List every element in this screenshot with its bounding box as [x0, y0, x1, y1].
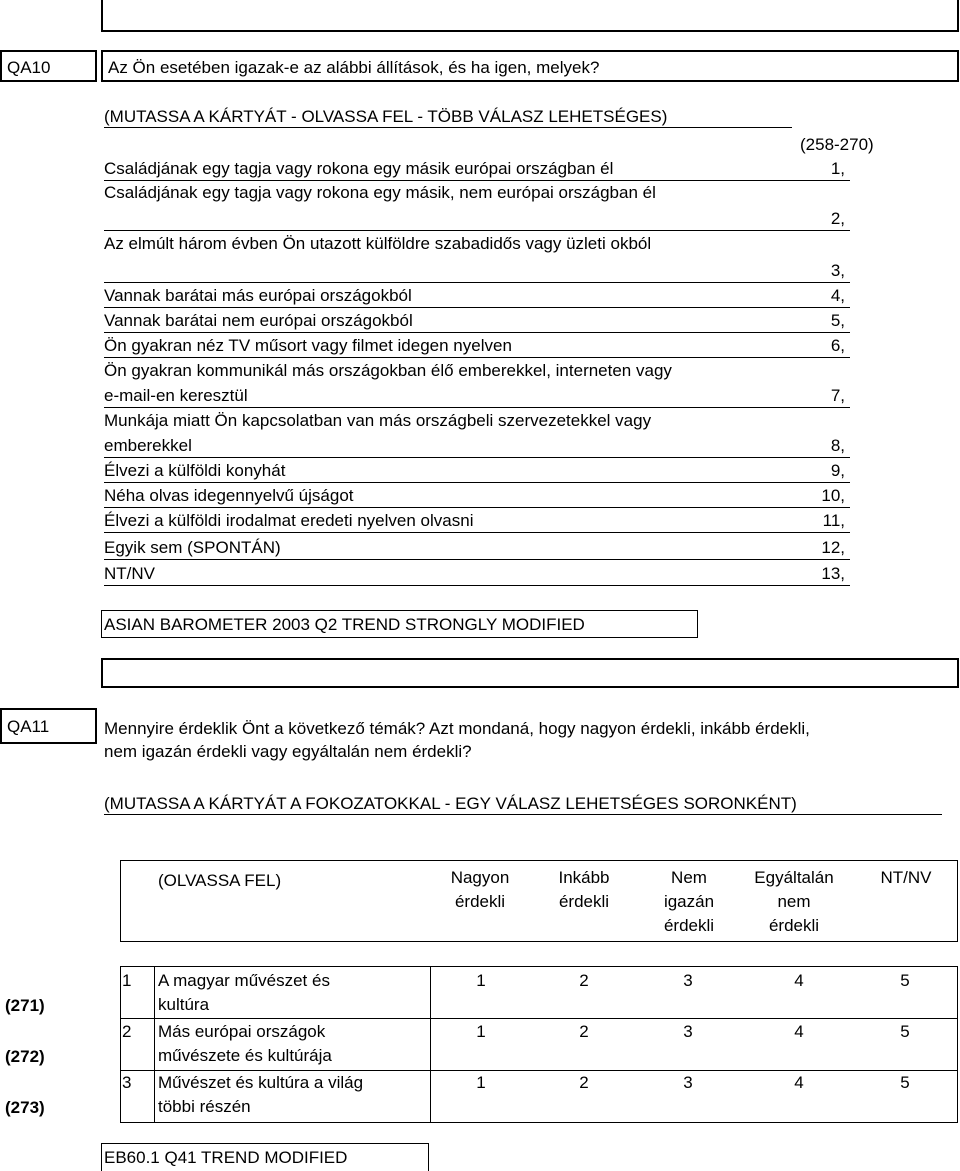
qa11-row-2-line1: Más európai országok	[158, 1022, 326, 1041]
qa11-instruction-underline	[104, 814, 942, 815]
qa11-col-4-line2: nem	[777, 892, 811, 911]
qa10-divider	[104, 180, 850, 181]
qa11-col-3-line3: érdekli	[663, 916, 715, 935]
qa10-divider	[104, 357, 850, 358]
qa10-item-10: Néha olvas idegennyelvű újságot	[104, 486, 354, 505]
qa11-row-2-scale-2[interactable]: 2	[579, 1022, 589, 1041]
qa11-question-line1: Mennyire érdeklik Önt a következő témák? Azt mondaná, hogy nagyon érdekli, inkább érdekli,	[104, 719, 810, 738]
qa11-body-divider	[154, 966, 155, 1123]
qa10-code-1: 1,	[830, 159, 845, 178]
qa10-question: Az Ön esetében igazak-e az alábbi állítások, és ha igen, melyek?	[108, 58, 600, 77]
qa11-row-1-scale-3[interactable]: 3	[683, 971, 693, 990]
qa10-item-3: Az elmúlt három évben Ön utazott külföldre szabadidős vagy üzleti okból	[104, 234, 652, 253]
qa10-code-11: 11,	[822, 511, 845, 530]
qa11-col-1-header	[430, 866, 530, 914]
qa11-row-2-number: 2	[122, 1022, 132, 1041]
qa10-item-8-line1: Munkája miatt Ön kapcsolatban van más országbeli szervezetekkel vagy	[104, 411, 652, 430]
qa11-row-2-scale-4[interactable]: 4	[794, 1022, 804, 1041]
qa11-row-3-scale-1[interactable]: 1	[476, 1073, 486, 1092]
qa10-divider	[104, 332, 850, 333]
qa11-col-1-line2: érdekli	[454, 892, 506, 911]
qa10-item-11: Élvezi a külföldi irodalmat eredeti nyelven olvasni	[104, 511, 474, 530]
qa10-item-12: Egyik sem (SPONTÁN)	[104, 538, 281, 557]
empty-header-box	[101, 0, 959, 32]
qa10-divider	[104, 282, 850, 283]
qa11-col-3-line2: igazán	[663, 892, 715, 911]
qa10-code-5: 5,	[830, 311, 845, 330]
qa11-row-1-line2: kultúra	[158, 995, 210, 1014]
qa11-trend-note: EB60.1 Q41 TREND MODIFIED	[104, 1148, 348, 1167]
qa10-item-6: Ön gyakran néz TV műsort vagy filmet idegen nyelven	[104, 336, 512, 355]
qa11-col-2-line2: érdekli	[558, 892, 610, 911]
qa11-read-out: (OLVASSA FEL)	[158, 871, 282, 890]
qa10-code-12: 12,	[821, 538, 845, 557]
qa11-body-divider	[430, 966, 431, 1123]
qa10-code-9: 9,	[830, 461, 845, 480]
qa11-question-line2: nem igazán érdekli vagy egyáltalán nem érdekli?	[104, 742, 472, 761]
qa10-item-4: Vannak barátai más európai országokból	[104, 286, 412, 305]
qa10-item-13: NT/NV	[104, 564, 155, 583]
qa11-row-2-scale-5[interactable]: 5	[900, 1022, 910, 1041]
qa11-row-1-scale-5[interactable]: 5	[900, 971, 910, 990]
qa10-divider	[104, 307, 850, 308]
qa11-row-2-colnum: (272)	[5, 1047, 45, 1066]
qa11-row-3-scale-3[interactable]: 3	[683, 1073, 693, 1092]
qa11-row-3-line1: Művészet és kultúra a világ	[158, 1073, 364, 1092]
qa11-row-divider	[120, 1070, 958, 1071]
qa11-col-5-header	[856, 866, 956, 890]
qa11-col-1-line1: Nagyon	[450, 868, 510, 887]
qa10-divider	[104, 559, 850, 560]
qa11-col-3-header	[639, 866, 739, 938]
qa10-item-1: Családjának egy tagja vagy rokona egy másik európai országban él	[104, 159, 614, 178]
qa10-code-3: 3,	[830, 261, 845, 280]
qa11-row-1-number: 1	[122, 971, 132, 990]
qa11-row-3-line2: többi részén	[158, 1097, 251, 1116]
separator-empty-box	[101, 658, 959, 688]
qa11-col-5-line1: NT/NV	[880, 868, 932, 887]
qa11-row-1-colnum: (271)	[5, 996, 45, 1015]
qa10-item-7-line2: e-mail-en keresztül	[104, 386, 248, 405]
qa10-divider	[104, 457, 850, 458]
qa10-divider	[104, 482, 850, 483]
qa11-row-2-line2: művészete és kultúrája	[158, 1046, 332, 1065]
qa10-columns-range: (258-270)	[800, 135, 874, 154]
qa10-divider	[104, 532, 850, 533]
qa11-row-3-scale-2[interactable]: 2	[579, 1073, 589, 1092]
qa11-col-4-header	[738, 866, 850, 938]
qa10-item-8-line2: emberekkel	[104, 436, 192, 455]
qa11-row-2-scale-3[interactable]: 3	[683, 1022, 693, 1041]
qa10-divider	[104, 507, 850, 508]
qa10-item-5: Vannak barátai nem európai országokból	[104, 311, 413, 330]
qa11-row-1-line1: A magyar művészet és	[158, 971, 330, 990]
qa11-row-divider	[120, 1018, 958, 1019]
qa10-code-7: 7,	[830, 386, 845, 405]
qa10-code: QA10	[7, 58, 51, 77]
qa11-code: QA11	[7, 717, 50, 736]
qa11-col-2-line1: Inkább	[558, 868, 610, 887]
qa11-row-3-number: 3	[122, 1073, 132, 1092]
qa11-instruction: (MUTASSA A KÁRTYÁT A FOKOZATOKKAL - EGY VÁLASZ LEHETSÉGES SORONKÉNT)	[104, 794, 797, 813]
qa10-instruction-underline	[104, 127, 792, 128]
qa11-col-4-line3: érdekli	[768, 916, 820, 935]
qa10-code-4: 4,	[830, 286, 845, 305]
qa10-code-2: 2,	[830, 209, 845, 228]
qa10-code-10: 10,	[821, 486, 845, 505]
qa11-row-1-scale-1[interactable]: 1	[476, 971, 486, 990]
qa11-row-1-scale-2[interactable]: 2	[579, 971, 589, 990]
qa10-item-9: Élvezi a külföldi konyhát	[104, 461, 286, 480]
qa10-divider	[104, 230, 850, 231]
qa10-divider	[104, 585, 850, 586]
qa11-row-3-colnum: (273)	[5, 1098, 45, 1117]
qa10-item-2: Családjának egy tagja vagy rokona egy másik, nem európai országban él	[104, 183, 656, 202]
qa10-instruction: (MUTASSA A KÁRTYÁT - OLVASSA FEL - TÖBB VÁLASZ LEHETSÉGES)	[104, 107, 668, 126]
qa11-col-2-header	[534, 866, 634, 914]
qa11-row-1-scale-4[interactable]: 4	[794, 971, 804, 990]
qa10-code-6: 6,	[830, 336, 845, 355]
qa11-col-3-line1: Nem	[671, 868, 707, 887]
qa11-row-2-scale-1[interactable]: 1	[476, 1022, 486, 1041]
qa10-code-13: 13,	[821, 564, 845, 583]
qa10-trend-note: ASIAN BAROMETER 2003 Q2 TREND STRONGLY MODIFIED	[104, 615, 585, 634]
qa10-item-7-line1: Ön gyakran kommunikál más országokban élő emberekkel, interneten vagy	[104, 361, 672, 380]
qa11-row-3-scale-4[interactable]: 4	[794, 1073, 804, 1092]
qa10-code-8: 8,	[830, 436, 845, 455]
qa10-divider	[104, 407, 850, 408]
qa11-row-3-scale-5[interactable]: 5	[900, 1073, 910, 1092]
qa11-col-4-line1: Egyáltalán	[754, 868, 834, 887]
